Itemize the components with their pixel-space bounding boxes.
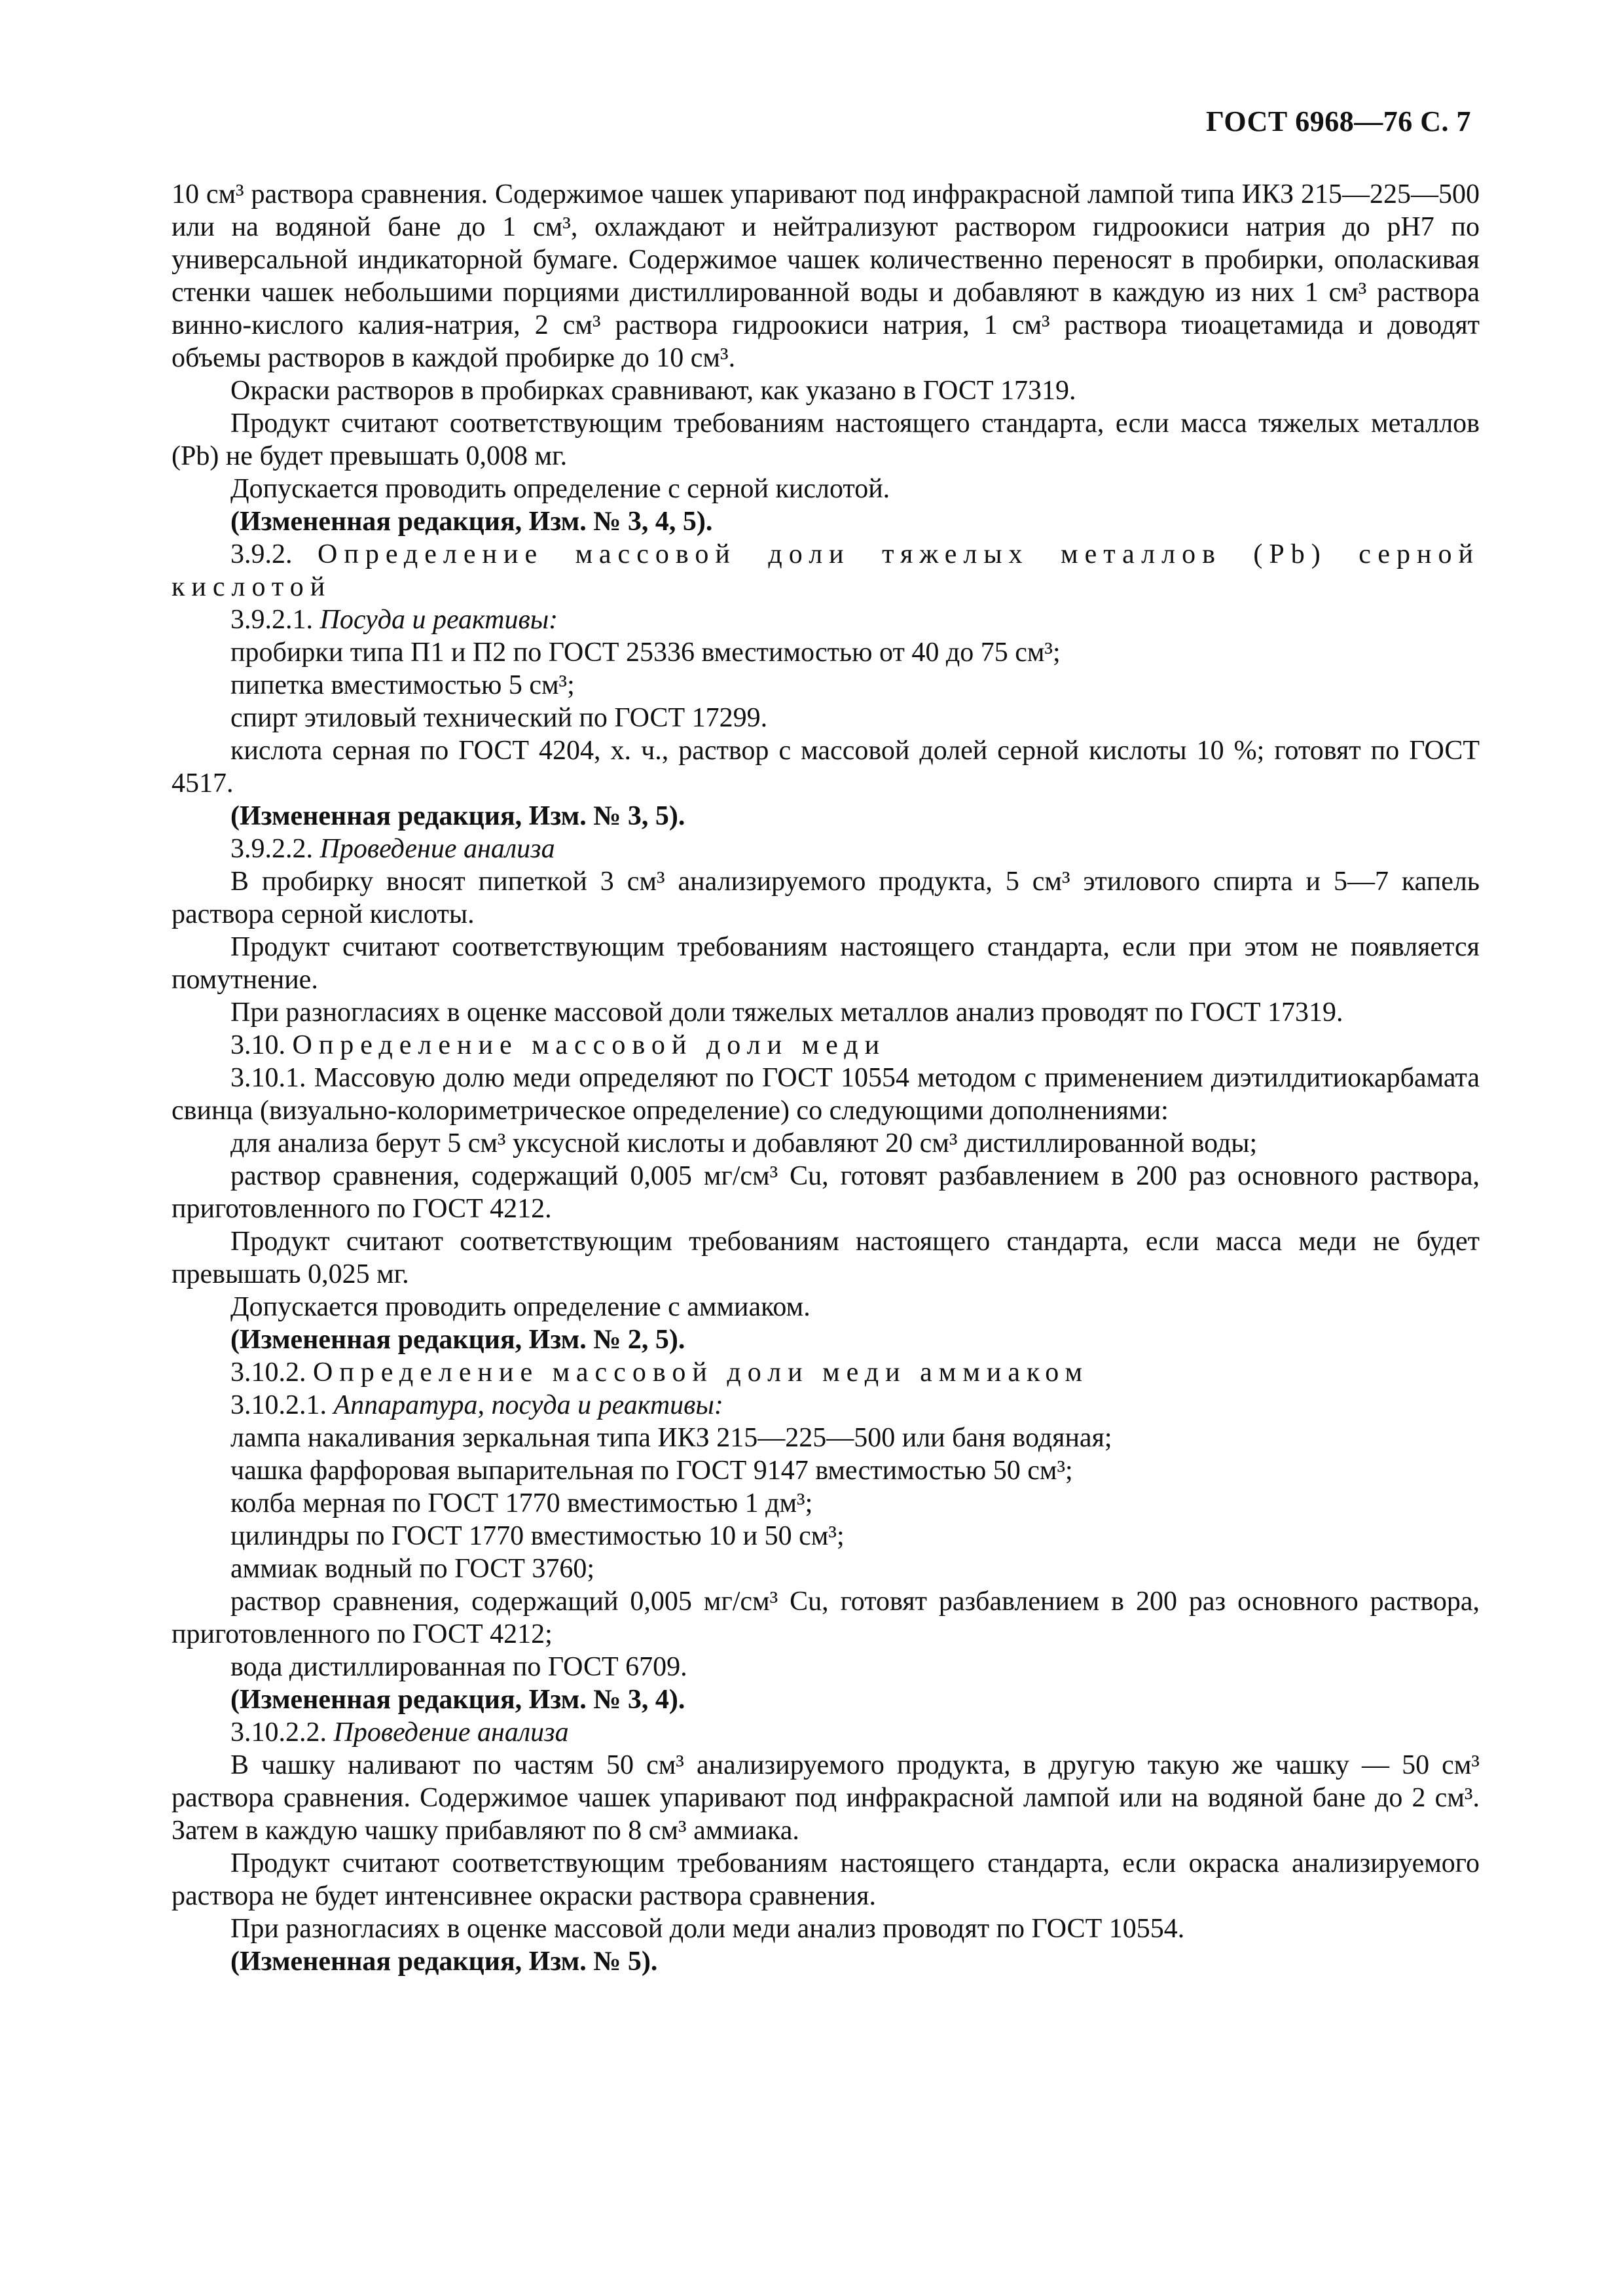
section-heading-3-10-2 bbox=[172, 1356, 1480, 1389]
section-number: 3.10.2.2. bbox=[230, 1717, 327, 1748]
section-number: 3.10. bbox=[230, 1030, 285, 1060]
section-title: Аппаратура, посуда и реактивы: bbox=[333, 1390, 723, 1420]
section-number: 3.9.2.1. bbox=[230, 605, 313, 635]
amendment-note: (Измененная редакция, Изм. № 3, 4). bbox=[230, 1685, 685, 1715]
amendment-note: (Измененная редакция, Изм. № 3, 4, 5). bbox=[230, 507, 713, 537]
list-item: пипетка вместимостью 5 см³; bbox=[230, 670, 575, 700]
subsection-heading-3-10-2-1 bbox=[172, 1389, 1480, 1422]
list-item: вода дистиллированная по ГОСТ 6709. bbox=[230, 1652, 687, 1682]
paragraph: Продукт считают соответствующим требованиям настоящего стандарта, если масса меди не будет превышать 0,025 мг. bbox=[172, 1227, 1480, 1289]
section-number: 3.9.2.2. bbox=[230, 834, 313, 864]
list-item: колба мерная по ГОСТ 1770 вместимостью 1 дм³; bbox=[230, 1488, 813, 1518]
paragraph: Окраски растворов в пробирках сравнивают, как указано в ГОСТ 17319. bbox=[230, 376, 1076, 406]
amendment-note: (Измененная редакция, Изм. № 5). bbox=[230, 1946, 658, 1977]
paragraph: В чашку наливают по частям 50 см³ анализируемого продукта, в другую такую же чашку — 50 см³ раствора сравнения. Содержимое чашек упаривают под инфракрасной лампой или на водяной бане до 2 см³. Затем в каждую чашку прибавляют по 8 см³ аммиака. bbox=[172, 1750, 1480, 1846]
list-item: пробирки типа П1 и П2 по ГОСТ 25336 вместимостью от 40 до 75 см³; bbox=[230, 637, 1061, 668]
section-title: Посуда и реактивы: bbox=[319, 605, 558, 635]
paragraph: для анализа берут 5 см³ уксусной кислоты и добавляют 20 см³ дистиллированной воды; bbox=[230, 1128, 1258, 1158]
list-item: чашка фарфоровая выпарительная по ГОСТ 9147 вместимостью 50 см³; bbox=[230, 1456, 1073, 1486]
section-number: 3.9.2. bbox=[230, 539, 293, 569]
subsection-heading-3-9-2-1 bbox=[172, 603, 1480, 636]
section-title: Определение массовой доли тяжелых металлов (Pb) серной кислотой bbox=[172, 539, 1480, 602]
paragraph: Продукт считают соответствующим требованиям настоящего стандарта, если окраска анализируемого раствора не будет интенсивнее окраски раствора сравнения. bbox=[172, 1848, 1480, 1911]
section-title: Определение массовой доли меди bbox=[292, 1030, 886, 1060]
paragraph: раствор сравнения, содержащий 0,005 мг/см³ Cu, готовят разбавлением в 200 раз основного раствора, приготовленного по ГОСТ 4212. bbox=[172, 1161, 1480, 1224]
amendment-note: (Измененная редакция, Изм. № 2, 5). bbox=[230, 1325, 685, 1355]
list-item: аммиак водный по ГОСТ 3760; bbox=[230, 1554, 595, 1584]
list-item: спирт этиловый технический по ГОСТ 17299. bbox=[230, 703, 768, 733]
paragraph: Допускается проводить определение с серной кислотой. bbox=[230, 474, 890, 504]
section-number: 3.10.2. bbox=[230, 1357, 306, 1388]
subsection-heading-3-9-2-2 bbox=[172, 833, 1480, 865]
page-header: ГОСТ 6968—76 С. 7 bbox=[1205, 105, 1471, 137]
section-heading-3-9-2 bbox=[172, 538, 1480, 603]
paragraph: При разногласиях в оценке массовой доли меди анализ проводят по ГОСТ 10554. bbox=[230, 1914, 1185, 1944]
section-heading-3-10 bbox=[172, 1029, 1480, 1062]
amendment-note: (Измененная редакция, Изм. № 3, 5). bbox=[230, 801, 685, 831]
section-number: 3.10.2.1. bbox=[230, 1390, 327, 1420]
paragraph: При разногласиях в оценке массовой доли тяжелых металлов анализ проводят по ГОСТ 17319. bbox=[230, 997, 1343, 1028]
paragraph: В пробирку вносят пипеткой 3 см³ анализируемого продукта, 5 см³ этилового спирта и 5—7 капель раствора серной кислоты. bbox=[172, 867, 1480, 929]
paragraph: 10 см³ раствора сравнения. Содержимое чашек упаривают под инфракрасной лампой типа ИКЗ 215—225—500 или на водяной бане до 1 см³, охлаждают и нейтрализуют раствором гидроокиси натрия до рН7 по универсальной индикаторной бумаге. Содержимое чашек количественно переносят в пробирки, ополаскивая стенки чашек небольшими порциями дистиллированной воды и добавляют в каждую из них 1 см³ раствора винно-кислого калия-натрия, 2 см³ раствора гидроокиси натрия, 1 см³ раствора тиоацетамида и доводят объемы растворов в каждой пробирке до 10 см³. bbox=[172, 179, 1480, 373]
section-title: Определение массовой доли меди аммиаком bbox=[313, 1357, 1089, 1388]
list-item: кислота серная по ГОСТ 4204, х. ч., раствор с массовой долей серной кислоты 10 %; готовят по ГОСТ 4517. bbox=[172, 736, 1480, 798]
paragraph: Продукт считают соответствующим требованиям настоящего стандарта, если при этом не появляется помутнение. bbox=[172, 932, 1480, 995]
paragraph: Продукт считают соответствующим требованиям настоящего стандарта, если масса тяжелых металлов (Pb) не будет превышать 0,008 мг. bbox=[172, 408, 1480, 471]
section-title: Проведение анализа bbox=[319, 834, 555, 864]
section-title: Проведение анализа bbox=[333, 1717, 569, 1748]
document-body bbox=[172, 178, 1480, 1978]
paragraph: 3.10.1. Массовую долю меди определяют по ГОСТ 10554 методом с применением диэтилдитиокарбамата свинца (визуально-колориметрическое определение) со следующими дополнениями: bbox=[172, 1063, 1480, 1126]
subsection-heading-3-10-2-2 bbox=[172, 1716, 1480, 1749]
list-item: лампа накаливания зеркальная типа ИКЗ 215—225—500 или баня водяная; bbox=[230, 1423, 1112, 1453]
paragraph: Допускается проводить определение с аммиаком. bbox=[230, 1292, 811, 1322]
list-item: цилиндры по ГОСТ 1770 вместимостью 10 и 50 см³; bbox=[230, 1521, 845, 1551]
list-item: раствор сравнения, содержащий 0,005 мг/см³ Cu, готовят разбавлением в 200 раз основного раствора, приготовленного по ГОСТ 4212; bbox=[172, 1587, 1480, 1649]
